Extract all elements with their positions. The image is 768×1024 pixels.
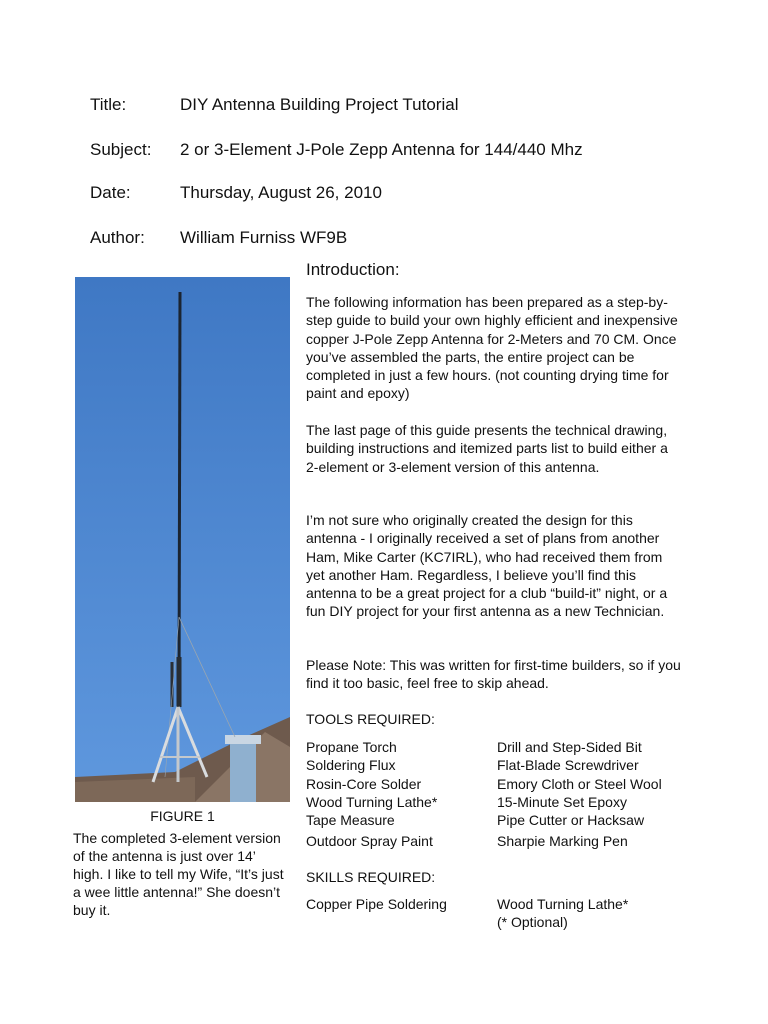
list-item: Pipe Cutter or Hacksaw <box>497 812 645 829</box>
title-value: DIY Antenna Building Project Tutorial <box>180 95 459 114</box>
subject-row <box>90 140 583 160</box>
list-item: Copper Pipe Soldering <box>306 896 447 912</box>
title-label: Title: <box>90 95 127 114</box>
author-label: Author: <box>90 228 145 247</box>
list-item: Emory Cloth or Steel Wool <box>497 775 662 792</box>
title-row <box>90 95 458 115</box>
intro-paragraph: The following information has been prepared as a step-by-step guide to build your own highly efficient and inexpensive copper J-Pole Zepp Antenna for 2-Meters and 70 CM. Once you’ve assembled the parts, the entire project can be completed in just a few hours. (not counting drying time for paint and epoxy) <box>306 294 678 402</box>
list-item: Rosin-Core Solder <box>306 775 422 792</box>
intro-paragraph: Please Note: This was written for first-time builders, so if you find it too basic, feel free to skip ahead. <box>306 657 681 692</box>
date-value: Thursday, August 26, 2010 <box>180 183 382 202</box>
antenna-photo <box>75 277 290 802</box>
list-item: Outdoor Spray Paint <box>306 833 433 849</box>
date-row <box>90 183 382 203</box>
tools-right-list <box>497 738 662 829</box>
list-item: (* Optional) <box>497 914 568 931</box>
list-item: 15-Minute Set Epoxy <box>497 793 627 810</box>
intro-paragraph: The last page of this guide presents the technical drawing, building instructions and itemized parts list to build either a 2-element or 3-element version of this antenna. <box>306 422 668 475</box>
figure-label: FIGURE 1 <box>150 808 215 824</box>
list-item: Wood Turning Lathe* <box>306 793 438 810</box>
figure-caption: The completed 3-element version of the antenna is just over 14’ high. I like to tell my Wife, “It’s just a wee little antenna!” She doesn’t buy it. <box>73 830 284 918</box>
list-item: Tape Measure <box>306 812 395 829</box>
author-row <box>90 228 347 248</box>
skills-right-list <box>497 895 628 932</box>
intro-heading: Introduction: <box>306 260 400 279</box>
date-label: Date: <box>90 183 131 202</box>
list-item: Soldering Flux <box>306 757 396 774</box>
subject-label: Subject: <box>90 140 152 159</box>
skills-heading: SKILLS REQUIRED: <box>306 869 436 885</box>
list-item: Drill and Step-Sided Bit <box>497 739 642 755</box>
list-item: Sharpie Marking Pen <box>497 833 628 849</box>
subject-value: 2 or 3-Element J-Pole Zepp Antenna for 144/440 Mhz <box>180 140 583 159</box>
list-item: Wood Turning Lathe* <box>497 896 629 912</box>
tools-heading: TOOLS REQUIRED: <box>306 711 435 727</box>
author-value: William Furniss WF9B <box>180 228 348 247</box>
tools-left-list <box>306 738 437 829</box>
list-item: Flat-Blade Screwdriver <box>497 757 639 774</box>
intro-paragraph: I’m not sure who originally created the design for this antenna - I originally received a set of plans from another Ham, Mike Carter (KC7IRL), who had received them from yet another Ham. Regardless, I believe you’ll find this antenna to be a great project for a club “build-it” night, or a fun DIY project for your first antenna as a new Technician. <box>306 512 668 620</box>
list-item: Propane Torch <box>306 739 397 755</box>
